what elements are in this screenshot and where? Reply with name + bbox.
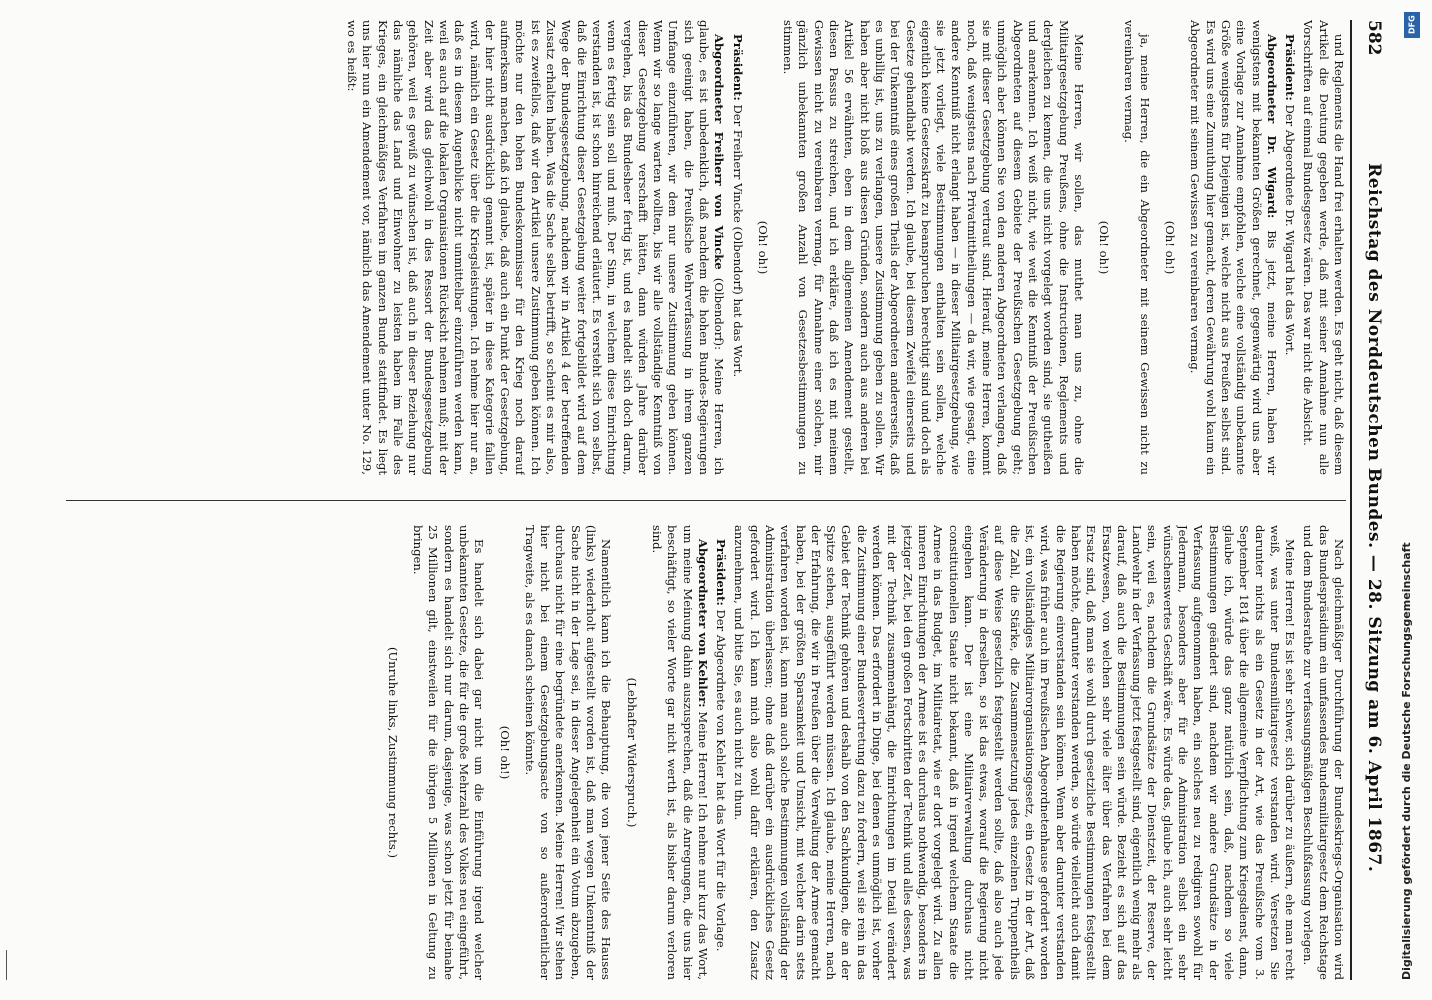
paragraph-text: Meine Herren! Ich nehme nur kurz das Wort, um meine Meinung dahin auszusprechen, daß die Anregungen, die uns hier beschäftigt, so vieler Worte gar nicht werth ist, als bisher darum verloren sind. bbox=[649, 525, 710, 980]
digitization-credit: Digitalisierung gefördert durch die Deutsche Forschungsgemeinschaft bbox=[1400, 542, 1413, 980]
paragraph bbox=[410, 525, 486, 980]
paragraph bbox=[1300, 525, 1346, 980]
text-columns bbox=[66, 20, 1346, 980]
paragraph-text: Es handelt sich dabei gar nicht um die Einführung irgend welcher unbekannten Gesetze, die für die große Mehrzahl des Volkes neu eingeführt, sondern es handelt sich nur darum, dasjenige, was schon jetzt für beinahe 25 Millionen gilt, einstweilen für die übrigen 5 Millionen in Geltung zu bringen. bbox=[411, 525, 487, 980]
paragraph-text: Der Freiherr Vincke (Olbendorf) hat das Wort. bbox=[730, 100, 745, 378]
dfg-logo: DFG bbox=[1404, 12, 1420, 38]
paragraph bbox=[344, 20, 726, 475]
paragraph-text: Namentlich kann ich die Behauptung, die von jener Seite des Hauses (links) wiederholt aufgestellt worden ist, daß man wegen Unkenntniß der Sache nicht in der Lage sei, in dieser Angelegenheit ein Votum abzugeben, durchaus nicht für eine begründete anerkennen. Meine Herren! Wir stehen hier nicht bei einem Gesetzgebungsacte von so außerordentlicher Tragweite, als es danach scheinen könnte. bbox=[522, 525, 614, 980]
speaker-name: Präsident: bbox=[730, 34, 745, 101]
right-column bbox=[66, 525, 1346, 980]
speaker-name: Abgeordneter Freiherr von Vincke bbox=[712, 34, 727, 270]
paragraph: (Lebhafter Widerspruch.) bbox=[624, 677, 639, 828]
paragraph bbox=[713, 525, 728, 980]
paragraph-text: (Olbendorf): Meine Herren, ich glaube, es ist unbedenklich, daß nachdem die hohen Bundes-Regierungen sich geeinigt haben, die Preußische Wehrverfassung in ihrem ganzen Umfange einzuführen, wir dem nur unsere Zustimmung geben können. Wenn wir so lange warten wollten, bis wir alle vollständige Kenntniß von dieser Gesetzgebung verschafft hätten, dann würden Jahre darüber vergehen, bis das Bundesheer fertig ist, und es handelt sich doch darum, wenn es fertig sein soll und muß. Der Sinn, in welchem diese Einrichtung verstanden ist, ist schon hinreichend erläutert. Es versteht sich von selbst, daß die Einrichtung dieser Gesetzgebung weiter fortgebildet wird auf dem Wege der Bundesgesetzgebung, nachdem wir in Artikel 4 der betreffenden Zusatz erhalten haben. Was die Sache selbst betrifft, so scheint es mir also, ist es zweifellos, daß wir den Artikel unsere Zustimmung geben können. Ich möchte nur den hohen Bundeskommissar für den Krieg noch darauf aufmerksam machen, daß ich glaube, daß auch ein Punkt der Gesetzgebung, der hier nicht ausdrücklich genannt ist, später in diese Kategorie fallen wird, nämlich ein Gesetz über die Kriegsleistungen. Ich nehme hier nur an, daß es in diesem Augenblicke nicht unmittelbar einzuführen werden kann, weil es auch auf die lokalen Organisationen Rücksicht nehmen muß; mit der Zeit aber wird das gleichwohl in dies Ressort der Bundesgesetzgebung gehören, weil es gewiß zu wünschen ist, daß auch in dieser Beziehung nur das nämliche das Land und Einwohner zu leisten haben im Falle des Krieges, ein gleichmäßiges Verfahren im ganzen Bunde stattfindet. Es liegt uns hier nun ein Amendement vor, nämlich das Amendement unter No. 129, wo es heißt: bbox=[345, 20, 727, 475]
paragraph: (Oh! oh!) bbox=[755, 220, 770, 275]
paragraph bbox=[729, 20, 744, 475]
paragraph bbox=[1300, 20, 1346, 475]
paragraph-text: Nach gleichmäßiger Durchführung der Bundeskriegs-Organisation wird das Bundespräsidium ein umfassendes Bundesmilitairgesetz dem Reichstage und dem Bundesrathe zur verfassungsmäßigen Beschlußfassung vorlegen. bbox=[1301, 525, 1346, 980]
paragraph bbox=[649, 525, 710, 980]
paragraph-text: und Reglements die Hand frei erhalten werden. Es geht nicht, daß diesem Artikel die Deutung gegeben werde, daß mit seiner Annahme nun alle Vorschriften auf einmal Bundesgesetz wären. Das war nicht die Absicht. bbox=[1301, 20, 1346, 475]
speaker-name: Präsident: bbox=[1283, 34, 1298, 101]
paragraph: (Oh! oh!) bbox=[497, 725, 512, 780]
paragraph bbox=[1282, 20, 1297, 475]
paragraph bbox=[522, 525, 614, 980]
speaker-name: Abgeordneter von Kehler: bbox=[695, 539, 710, 708]
paragraph-text: Meine Herren! Es ist sehr schwer, sich darüber zu äußern, ehe man recht weiß, was unter Bundesmilitairgesetz verstanden wird. Versetzen Sie darunter nichts als ein Gesetz in der Art, wie das Preußische vom 3. September 1814 über die allgemeine Verpflichtung zum Kriegsdienst, dann, glaube ich, würde das ganz natürlich sein, daß, nachdem so viele Bestimmungen geändert sind, nachdem wir andere Grundsätze in der Verfassung aufgenommen haben, ein solches neu zu redigiren sowohl für Jedermann, besonders aber für die Administration selbst ein sehr wünschenswertes Geschäft wäre. Es würde das, glaube ich, auch sehr leicht sein, weil es, nachdem die Grundsätze der Dienstzeit, der Reserve, der Landwehr in der Verfassung jetzt festgestellt sind, eigentlich wenig mehr als darauf, daß auch die Bestimmungen sein würde. Bezieht es sich auf das Ersatzwesen, von welchen sehr viele älter über das Verfahren bei dem Ersatz sind, daß man sie wohl durch gesetzliche Bestimmungen festgestellt haben möchte, darunter verstanden werden, so würde vielleicht auch damit die Regierung einverstanden sein können. Wenn aber darunter verstanden wird, was früher auch im Preußischen Abgeordnetenhause gefordert worden ist, ein vollständiges Militairorganisationsgesetz, ein Gesetz in der Art, daß die Zahl, die Stärke, die Zusammensetzung jedes einzelnen Truppentheils auf diese Weise gesetzlich festgestellt werden sollte, daß also auch jede Veränderung in derselben, so ist das etwas, worauf die Regierung nicht eingehen kann. Der ist eine Militairverwaltung durchaus nicht constitutionellen Staate nicht bekannt, daß in irgend welchem Staate die Armee in das Budget, im Militairetat, wie er dort vorgelegt wird. Zu allen inneren Einrichtungen der Armee ist es durchaus nothwendig, besonders in jetziger Zeit, bei den großen Fortschritten der Technik und alles dessen, was mit der Technik zusammenhängt, die Einrichtungen im Detail verändert werden können. Das erfordert in Dinge, bei denen es unmöglich ist, vorher die Zustimmung einer Bundesvertretung dazu zu fordern, weil sie rein in das Gebiet der Technik gehören und deshalb von den Sachkundigen, die an der Spitze stehen, ausgeführt werden müssen. Ich glaube, meine Herren, nach der Erfahrung, die wir in Preußen über die Verwaltung der Armee gemacht haben, bei der größten Sparsamkeit und Umsicht, mit welcher darin stets verfahren worden ist, kann man auch solche Bestimmungen vollständig der Administration überlassen; ohne daß darüber ein ausdrückliches Gesetz gefordert wird. Ich kann mich also wohl dafür erklären, den Zusatz anzunehmen, und bitte Sie, es auch nicht zu thun. bbox=[732, 525, 1298, 980]
paragraph bbox=[780, 20, 1086, 475]
margin-mark bbox=[6, 950, 17, 980]
paragraph-text: Der Abgeordnete von Kehler hat das Wort für die Vorlage. bbox=[714, 605, 729, 952]
page-header bbox=[1350, 20, 1396, 980]
column-divider bbox=[66, 500, 1346, 501]
paragraph: (Oh! oh!) bbox=[1163, 220, 1178, 275]
paragraph: (Unruhe links, Zustimmung rechts.) bbox=[385, 646, 400, 859]
running-title: Reichstag des Norddeutschen Bundes. — 28. Sitzung am 6. April 1867. bbox=[1364, 163, 1384, 873]
speaker-name: Abgeordneter Dr. Wigard: bbox=[1264, 34, 1279, 219]
page-number: 582 bbox=[1364, 20, 1384, 56]
paragraph-text: Der Abgeordnete Dr. Wigard hat das Wort. bbox=[1283, 100, 1298, 356]
paragraph-text: ja, meine Herren, die ein Abgeordneter mit seinem Gewissen nicht zu vereinbaren vermag. bbox=[1122, 20, 1152, 475]
paragraph: (Oh! oh!) bbox=[1097, 220, 1112, 275]
speaker-name: Präsident: bbox=[714, 539, 729, 606]
paragraph-text: Bis jetzt, meine Herren, haben wir wenigstens mit bekannten Größen gerechnet, gegenwärtig wird uns aber eine Vorlage zur Annahme empfohlen, welche eine vollständig unbekannte Größe wenigstens für Diejenigen ist, welche nicht aus Preußen selbst sind. Es wird uns eine Zumuthung hier gemacht, deren Gewährung wohl kaum ein Abgeordneter mit seinem Gewissen zu vereinbaren vermag. bbox=[1188, 20, 1279, 475]
rotated-page bbox=[36, 20, 1396, 980]
paragraph bbox=[1187, 20, 1279, 475]
paragraph bbox=[731, 525, 1297, 980]
left-column bbox=[66, 20, 1346, 475]
paragraph-text: Meine Herren, wir sollen, das muthet man uns zu, ohne die Militairgesetzgebung Preußens, ohne die Instructionen, Reglements und dergleichen zu kennen, die uns nicht vorgelegt worden sind, sie gutheißen und anerkennen. Ich weiß nicht, wie weit die Kenntniß der Preußischen Abgeordneten auf diesem Gebiete der Preußischen Gesetzgebung geht; unmöglich aber können Sie von den anderen Abgeordneten verlangen, daß sie mit dieser Gesetzgebung vertraut sind. Hierauf, meine Herren, kommt noch, daß wenigstens nach Privatmittheilungen — da wir, wie gesagt, eine andere Kenntniß nicht erlangt haben — in dieser Militairgesetzgebung, wie sie jetzt vorliegt, viele Bestimmungen enthalten sein sollen, welche eigentlich keine Gesetzeskraft zu beanspruchen berechtigt sind und doch als Gesetze gehandhabt werden. Ich glaube, bei diesem Zweifel einerseits und bei der Unkenntniß eines großen Theils der Abgeordneten andererseits, daß es unbillig ist, uns zu verlangen, unsere Zustimmung geben zu sollen. Wir haben aber nicht bloß aus diesen Gründen, sondern auch aus anderen bei Artikel 56 erwähnten, eben in dem allgemeinen Amendement gestellt, diesen Passus zu streichen, und ich erkläre, daß ich es mit meinem Gewissen nicht zu vereinbaren vermag, für Annahme einer solchen, mir gänzlich unbekannten großen Anzahl von Gesetzesbestimmungen zu stimmen. bbox=[781, 20, 1086, 475]
paragraph bbox=[1121, 20, 1152, 475]
